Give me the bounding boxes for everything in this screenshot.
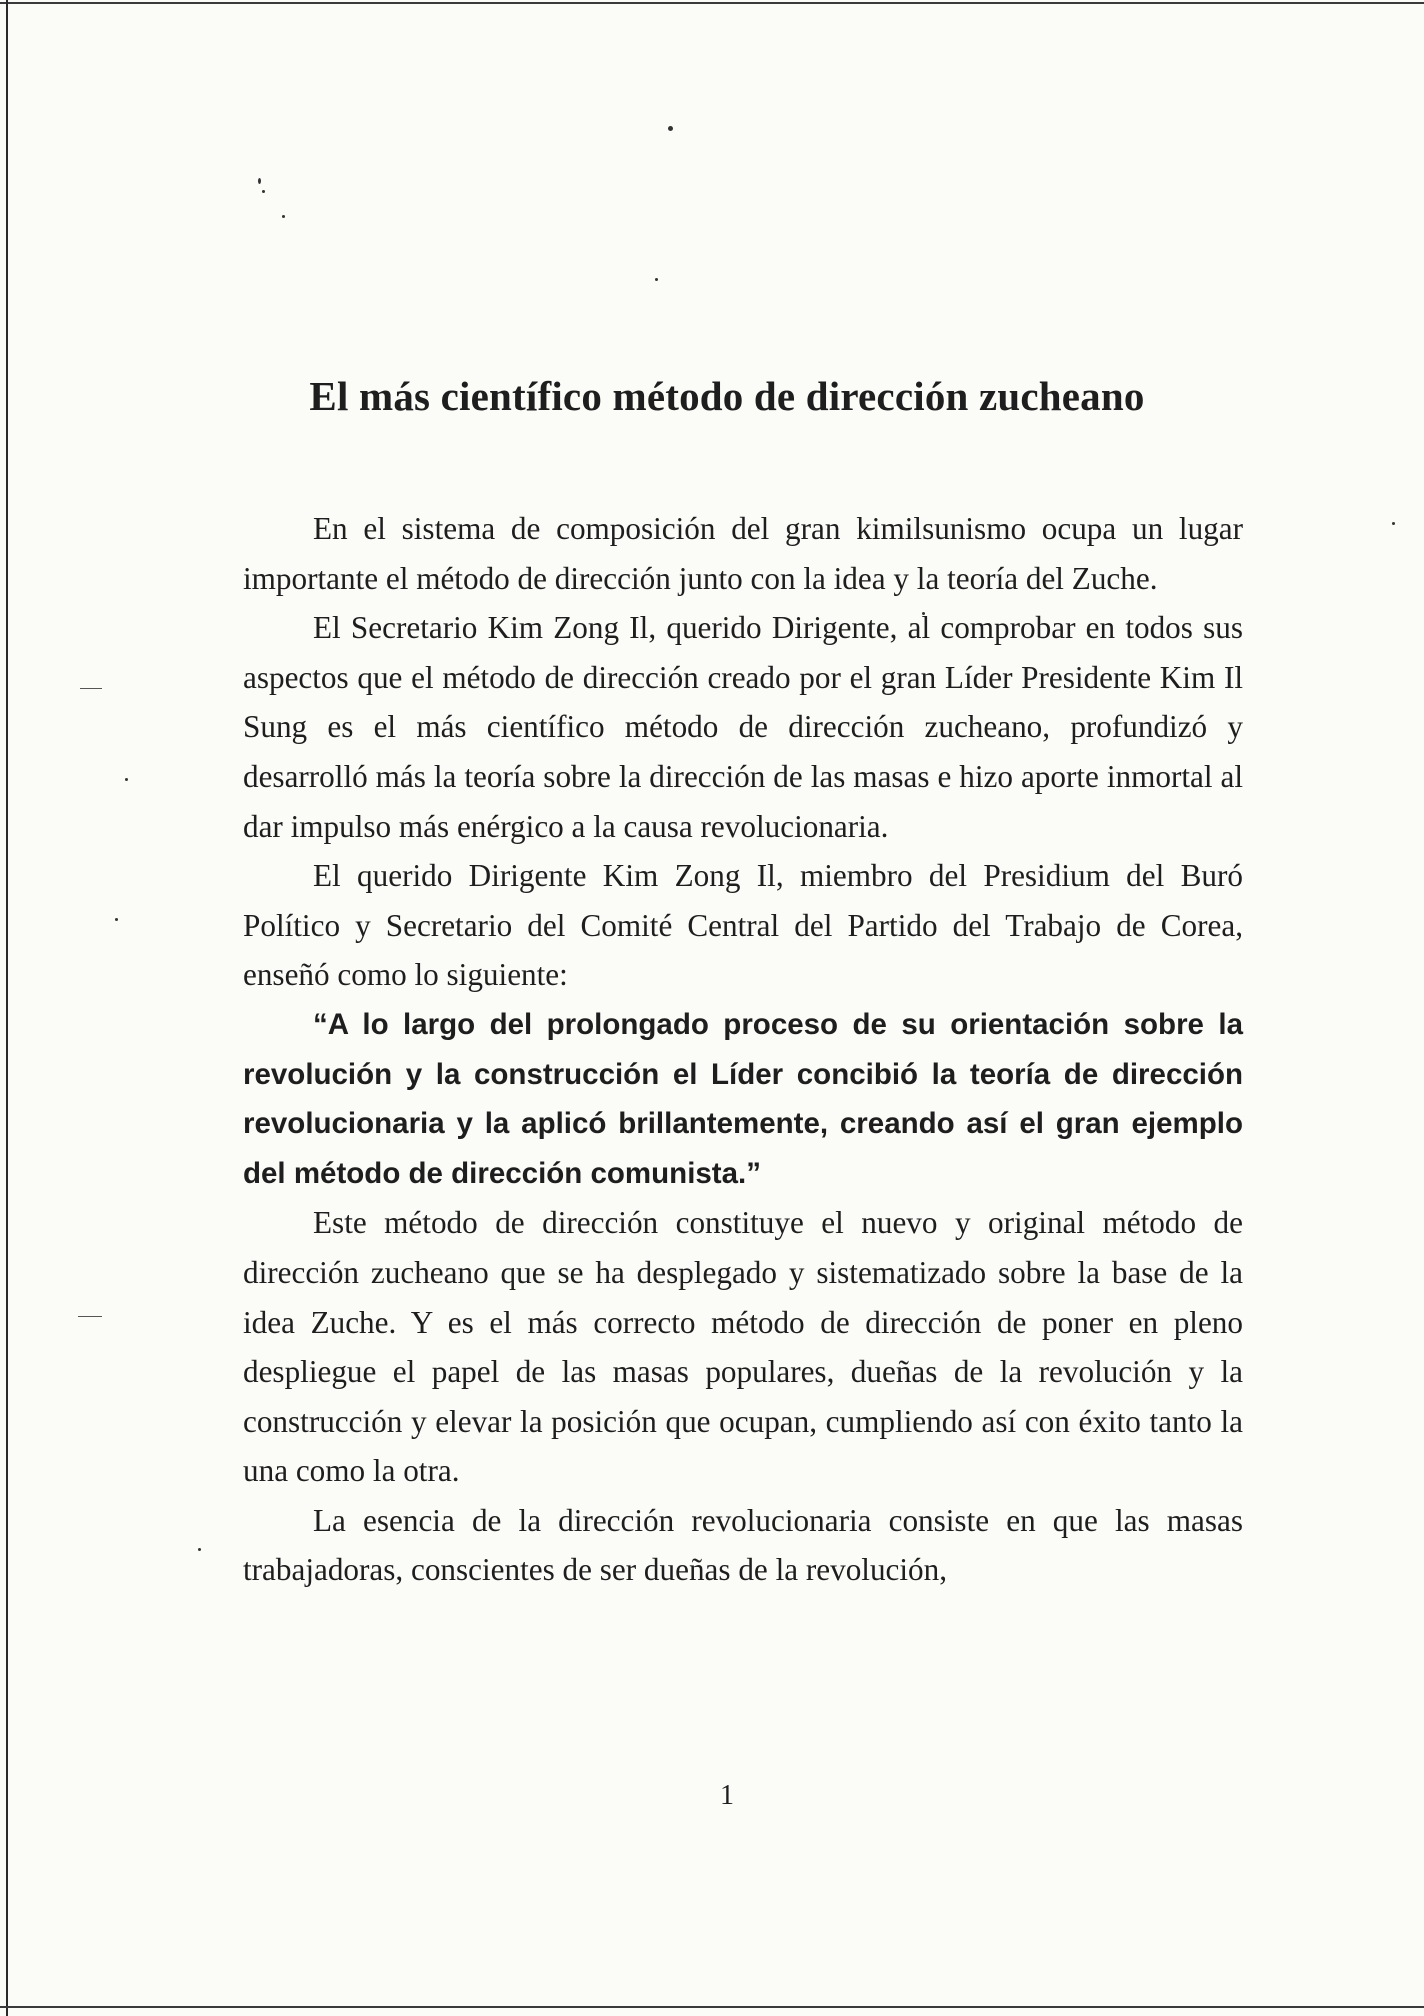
- scan-edge-left: [6, 0, 8, 2016]
- scan-mark: [80, 688, 102, 689]
- scan-edge-top: [0, 2, 1424, 4]
- scan-speck: [1392, 522, 1395, 525]
- paragraph: En el sistema de composición del gran kimilsunismo ocupa un lugar importante el método de dirección junto con la idea y la teoría del Zuche.: [243, 511, 1243, 596]
- paragraph: El querido Dirigente Kim Zong Il, miembro del Presidium del Buró Político y Secretario del Comité Central del Partido del Trabajo de Corea, enseñó como lo siguiente:: [243, 858, 1243, 993]
- quote-paragraph: “A lo largo del prolongado proceso de su orientación sobre la revolución y la construcción el Líder concibió la teoría de dirección revolucionaria y la aplicó brillantemente, creando así el gran ejemplo del método de dirección comunista.”: [243, 1007, 1243, 1190]
- scan-speck: [125, 778, 128, 781]
- paragraph: La esencia de la dirección revolucionaria consiste en que las masas trabajadoras, conscientes de ser dueñas de la revolución,: [243, 1502, 1243, 1588]
- page-title: El más científico método de dirección zucheano: [309, 373, 1145, 419]
- scan-speck: [262, 190, 265, 193]
- scan-edge-bottom: [0, 2006, 1424, 2008]
- scan-speck: [198, 1548, 201, 1551]
- scan-speck: [668, 126, 673, 131]
- scan-speck: [115, 918, 118, 921]
- paragraph: Este método de dirección constituye el nuevo y original método de dirección zucheano que se ha desplegado y sistematizado sobre la base de la idea Zuche. Y es el más correcto método de dirección de poner en pleno despliegue el papel de las masas populares, dueñas de la revolución y la construcción y elevar la posición que ocupan, cumpliendo así con éxito tanto la una como la otra.: [243, 1205, 1243, 1489]
- page-number: 1: [720, 1780, 734, 1811]
- scan-speck: [282, 215, 285, 218]
- body-text: [243, 504, 1243, 1595]
- scan-speck: [258, 178, 261, 184]
- paragraph: El Secretario Kim Zong Il, querido Dirigente, al comprobar en todos sus aspectos que el método de dirección creado por el gran Líder Presidente Kim Il Sung es el más científico método de dirección zucheano, profundizó y desarrolló más la teoría sobre la dirección de las masas e hizo aporte inmortal al dar impulso más enérgico a la causa revolucionaria.: [243, 610, 1243, 844]
- scan-mark: [78, 1316, 102, 1317]
- scan-speck: [655, 278, 658, 281]
